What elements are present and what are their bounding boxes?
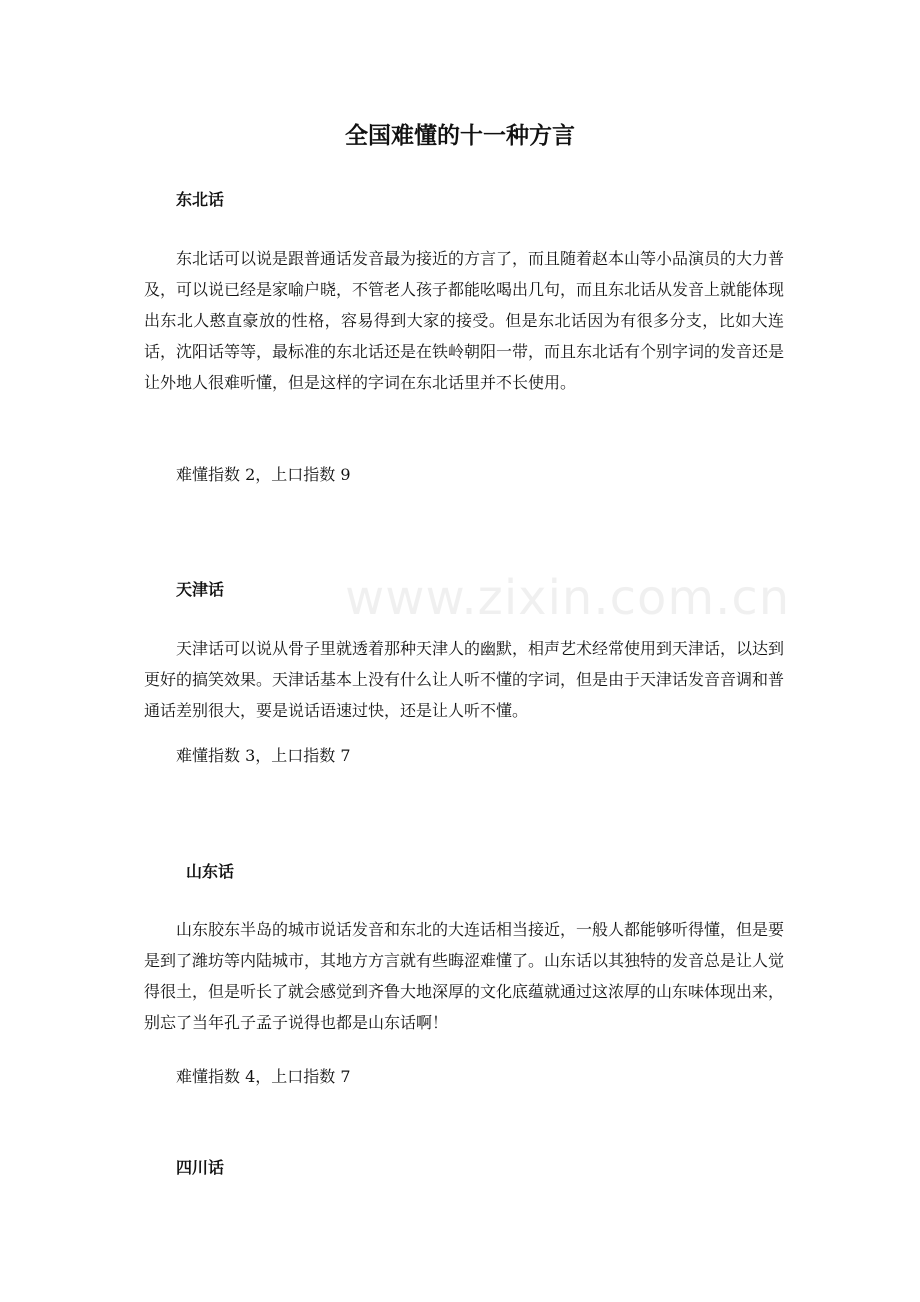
section-body-tianjin: 天津话可以说从骨子里就透着那种天津人的幽默，相声艺术经常使用到天津话，以达到更好的搞笑效果。天津话基本上没有什么让人听不懂的字词，但是由于天津话发音音调和普通话差别很大，要是说话语速过快，还是让人听不懂。 — [144, 639, 785, 720]
section-rating-shandong: 难懂指数 4，上口指数 7 — [176, 1067, 351, 1086]
section-heading-dongbei: 东北话 — [176, 190, 225, 209]
section-rating-dongbei: 难懂指数 2，上口指数 9 — [176, 465, 351, 484]
section-heading-sichuan: 四川话 — [176, 1158, 225, 1177]
section-body-dongbei: 东北话可以说是跟普通话发音最为接近的方言了，而且随着赵本山等小品演员的大力普及，可以说已经是家喻户晓，不管老人孩子都能吆喝出几句，而且东北话从发音上就能体现出东北人憨直豪放的性格，容易得到大家的接受。但是东北话因为有很多分支，比如大连话，沈阳话等等，最标准的东北话还是在铁岭朝阳一带，而且东北话有个别字词的发音还是让外地人很难听懂，但是这样的字词在东北话里并不长使用。 — [144, 249, 785, 392]
section-heading-tianjin: 天津话 — [176, 580, 225, 599]
watermark: www.zixin.com.cn — [345, 570, 791, 626]
section-body-shandong: 山东胶东半岛的城市说话发音和东北的大连话相当接近，一般人都能够听得懂，但是要是到了潍坊等内陆城市，其地方方言就有些晦涩难懂了。山东话以其独特的发音总是让人觉得很土，但是听长了就会感觉到齐鲁大地深厚的文化底蕴就通过这浓厚的山东味体现出来，别忘了当年孔子孟子说得也都是山东话啊！ — [144, 920, 785, 1032]
document-title: 全国难懂的十一种方言 — [345, 123, 575, 149]
section-heading-shandong: 山东话 — [186, 862, 235, 881]
section-rating-tianjin: 难懂指数 3，上口指数 7 — [176, 746, 351, 765]
